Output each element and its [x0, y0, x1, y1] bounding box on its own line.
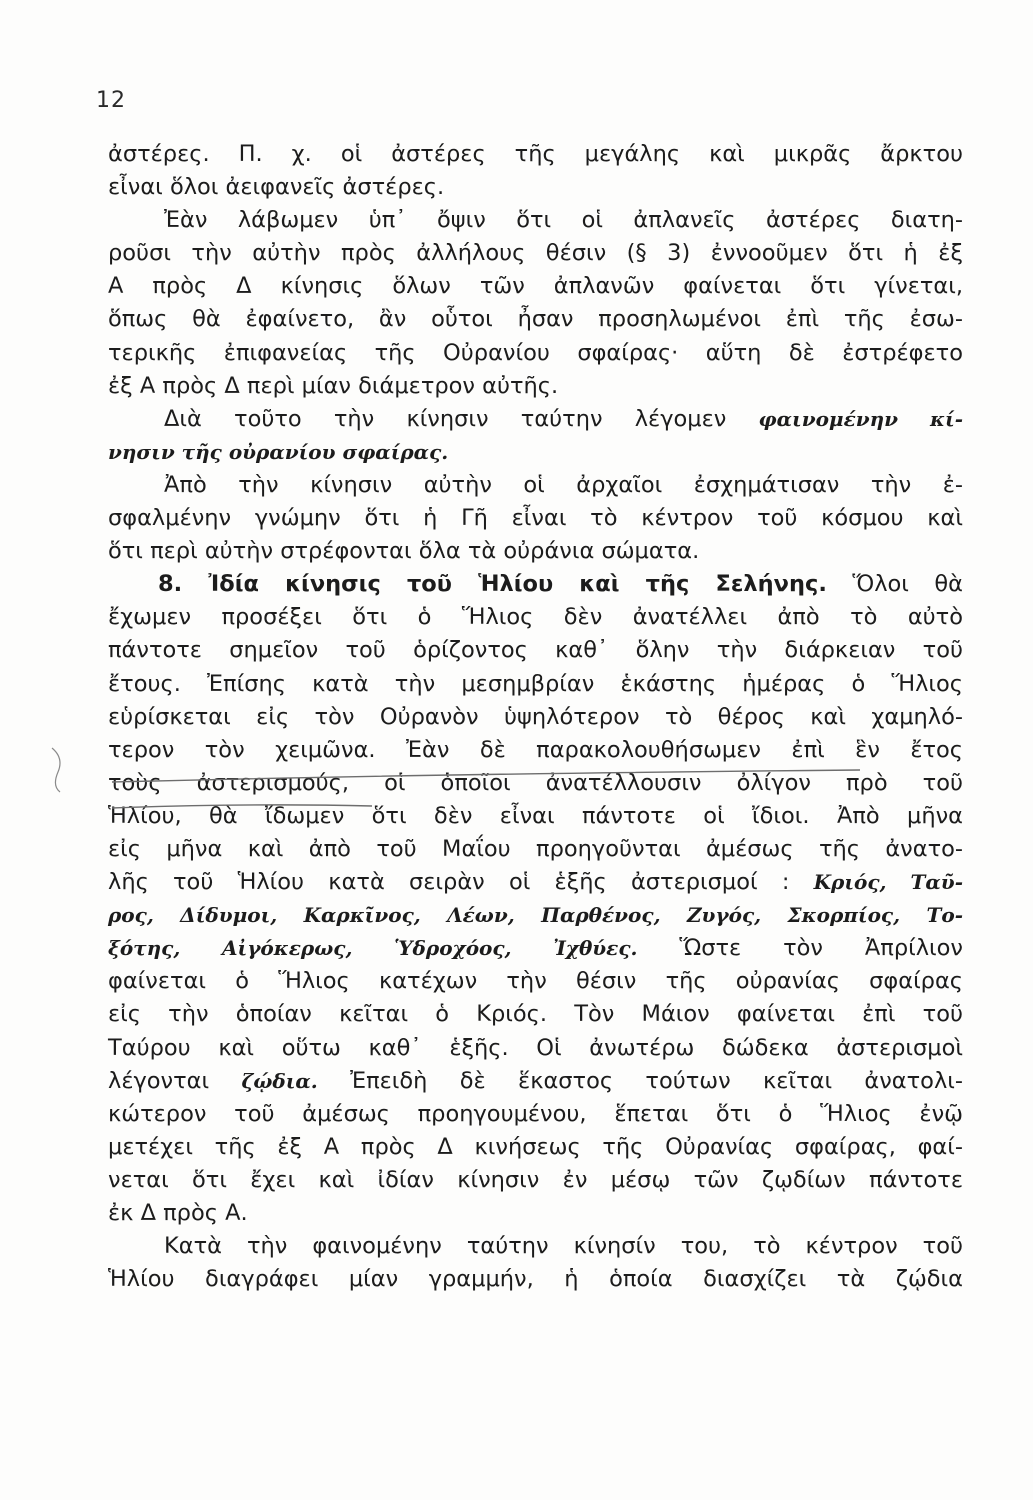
text-line	[108, 932, 963, 965]
text-line	[108, 800, 963, 833]
text-run: ἐκ Δ πρὸς Α.	[108, 1200, 248, 1226]
text-line	[108, 568, 963, 601]
text-run: εἰς τὴν ὁποίαν κεῖται ὁ Κριός. Τὸν Μάιον φαίνεται ἐπὶ τοῦ	[108, 1001, 963, 1028]
text-run: Ἀπὸ τὴν κίνησιν αὐτὴν οἱ ἀρχαῖοι ἐσχημάτισαν τὴν ἐ-	[164, 471, 963, 498]
text-run: Ταύρου καὶ οὕτω καθ᾽ ἑξῆς. Οἱ ἀνωτέρω δώδεκα ἀστερισμοὶ	[108, 1034, 963, 1061]
text-run: ἀστέρες. Π. χ. οἱ ἀστέρες τῆς μεγάλης καὶ μικρᾶς ἄρκτου	[108, 141, 963, 167]
text-run: νεται ὅτι ἔχει καὶ ἰδίαν κίνησιν ἐν μέσῳ τῶν ζῳδίων πάντοτε	[108, 1166, 963, 1193]
italic-term: Κριός, Ταῦ-	[813, 870, 963, 895]
italic-term: ρος, Δίδυμοι, Καρκῖνος, Λέων, Παρθένος, Ζυγός, Σκορπίος, Το-	[108, 903, 963, 928]
text-run: ὅπως θὰ ἐφαίνετο, ἂν οὗτοι ἦσαν προσηλωμένοι ἐπὶ τῆς ἐσω-	[108, 306, 963, 333]
text-run: εὑρίσκεται εἰς τὸν Οὐρανὸν ὑψηλότερον τὸ θέρος καὶ χαμηλό-	[108, 703, 963, 730]
text-run: ροῦσι τὴν αὐτὴν πρὸς ἀλλήλους θέσιν (§ 3) ἐννοοῦμεν ὅτι ἡ ἐξ	[108, 240, 963, 267]
text-run: Α πρὸς Δ κίνησις ὅλων τῶν ἀπλανῶν φαίνεται ὅτι γίνεται,	[108, 273, 963, 300]
text-run: σφαλμένην γνώμην ὅτι ἡ Γῆ εἶναι τὸ κέντρον τοῦ κόσμου καὶ	[108, 505, 963, 532]
text-run: Ἡλίου, θὰ ἴδωμεν ὅτι δὲν εἶναι πάντοτε οἱ ἴδιοι. Ἀπὸ μῆνα	[108, 802, 963, 829]
text-line	[108, 965, 963, 998]
italic-term: φαινομένην κί-	[758, 406, 963, 431]
text-line	[108, 767, 963, 800]
text-line	[108, 403, 963, 436]
text-line	[108, 138, 963, 171]
text-line	[108, 270, 963, 303]
text-line	[108, 1263, 963, 1296]
text-run: Ἐὰν λάβωμεν ὑπ᾽ ὄψιν ὅτι οἱ ἀπλανεῖς ἀστέρες διατη-	[164, 207, 963, 234]
text-line	[108, 171, 963, 204]
text-run: τερικῆς ἐπιφανείας τῆς Οὐρανίου σφαίρας· αὕτη δὲ ἐστρέφετο	[108, 339, 963, 366]
text-run: Διὰ τοῦτο τὴν κίνησιν ταύτην λέγομεν	[164, 405, 759, 432]
text-run: ἐξ Α πρὸς Δ περὶ μίαν διάμετρον αὐτῆς.	[108, 372, 559, 399]
text-line	[108, 1098, 963, 1131]
text-line	[108, 1230, 963, 1263]
text-run: λῆς τοῦ Ἡλίου κατὰ σειρὰν οἱ ἑξῆς ἀστερισμοί :	[108, 869, 814, 896]
text-run: Ἐπειδὴ δὲ ἕκαστος τούτων κεῖται ἀνατολι-	[317, 1067, 963, 1094]
text-line	[108, 701, 963, 734]
text-run: λέγονται	[108, 1067, 242, 1094]
text-run: Ὥστε τὸν Ἀπρίλιον	[637, 935, 963, 962]
text-line	[108, 436, 963, 469]
text-line	[108, 204, 963, 237]
text-run: φαίνεται ὁ Ἥλιος κατέχων τὴν θέσιν τῆς οὐρανίας σφαίρας	[108, 968, 963, 995]
text-line	[108, 634, 963, 667]
text-line	[108, 502, 963, 535]
pencil-margin-mark	[52, 748, 60, 792]
text-line	[108, 469, 963, 502]
text-line	[108, 1164, 963, 1197]
section-heading: 8. Ἰδία κίνησις τοῦ Ἡλίου καὶ τῆς Σελήνης.	[158, 571, 827, 598]
text-run: τερον τὸν χειμῶνα. Ἐὰν δὲ παρακολουθήσωμεν ἐπὶ ἓν ἔτος	[108, 736, 963, 763]
italic-term: νησιν τῆς οὐρανίου σφαίρας.	[108, 439, 449, 464]
text-line	[108, 998, 963, 1031]
text-run: Κατὰ τὴν φαινομένην ταύτην κίνησίν του, τὸ κέντρον τοῦ	[164, 1233, 963, 1260]
text-run: Ὅλοι θὰ	[826, 571, 963, 598]
text-line	[108, 668, 963, 701]
text-run: τοὺς ἀστερισμούς, οἱ ὁποῖοι ἀνατέλλουσιν ὀλίγον πρὸ τοῦ	[108, 769, 963, 796]
text-run: Ἡλίου διαγράφει μίαν γραμμήν, ἡ ὁποία διασχίζει τὰ ζῴδια	[108, 1266, 963, 1293]
text-line	[108, 734, 963, 767]
text-run: μετέχει τῆς ἐξ Α πρὸς Δ κινήσεως τῆς Οὐρανίας σφαίρας, φαί-	[108, 1133, 963, 1160]
text-run: κώτερον τοῦ ἀμέσως προηγουμένου, ἕπεται ὅτι ὁ Ἥλιος ἐνῷ	[108, 1100, 963, 1127]
text-line	[108, 601, 963, 634]
text-line	[108, 899, 963, 932]
text-line	[108, 370, 963, 403]
text-run: πάντοτε σημεῖον τοῦ ὁρίζοντος καθ᾽ ὅλην τὴν διάρκειαν τοῦ	[108, 637, 963, 664]
text-run: ἔτους. Ἐπίσης κατὰ τὴν μεσημβρίαν ἑκάστης ἡμέρας ὁ Ἥλιος	[108, 670, 963, 697]
text-run: εἰς μῆνα καὶ ἀπὸ τοῦ Μαΐου προηγοῦνται ἀμέσως τῆς ἀνατο-	[108, 835, 963, 862]
text-line	[108, 866, 963, 899]
text-line	[108, 303, 963, 336]
text-line	[108, 535, 963, 568]
text-line	[108, 237, 963, 270]
text-line	[108, 1131, 963, 1164]
italic-term: ζῴδια.	[241, 1068, 318, 1093]
text-run: ὅτι περὶ αὐτὴν στρέφονται ὅλα τὰ οὐράνια σώματα.	[108, 538, 700, 565]
page-number: 12	[96, 88, 126, 113]
text-line	[108, 833, 963, 866]
text-run: εἶναι ὅλοι ἀειφανεῖς ἀστέρες.	[108, 174, 445, 201]
text-run: ἔχωμεν προσέξει ὅτι ὁ Ἥλιος δὲν ἀνατέλλει ἀπὸ τὸ αὐτὸ	[108, 604, 963, 631]
text-line	[108, 1032, 963, 1065]
body-text	[108, 138, 963, 1296]
text-line	[108, 1197, 963, 1230]
text-line	[108, 337, 963, 370]
italic-term: ξότης, Αἰγόκερως, Ὑδροχόος, Ἰχθύες.	[108, 936, 638, 961]
text-line	[108, 1065, 963, 1098]
